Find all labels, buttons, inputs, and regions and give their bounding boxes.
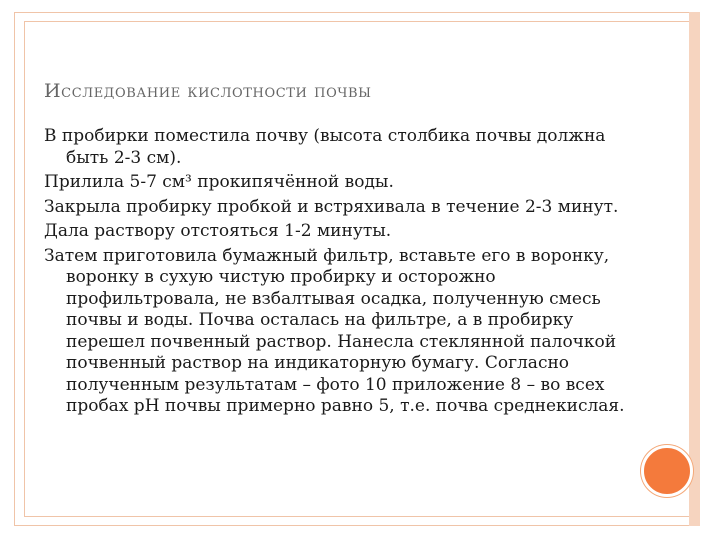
slide-body — [44, 126, 644, 421]
paragraph: Закрыла пробирку пробкой и встряхивала в течение 2-3 минут. — [44, 196, 619, 217]
paragraph: Прилила 5-7 см³ прокипячённой воды. — [44, 172, 394, 192]
slide-title — [44, 80, 372, 102]
decorative-circle — [641, 445, 693, 497]
slide-title-text: Исследование кислотности почвы — [44, 80, 372, 102]
decorative-strip — [689, 12, 700, 526]
paragraph: Дала раствору отстояться 1-2 минуты. — [44, 221, 392, 241]
paragraph: В пробирки поместила почву (высота столбика почвы должна быть 2-3 см). — [44, 126, 606, 168]
paragraph: Затем приготовила бумажный фильтр, вставьте его в воронку, воронку в сухую чистую пробирку и осторожно профильтровала, не взбалтывая осадка, полученную смесь почвы и воды. Почва осталась на фильтре, а в пробирку перешел почвенный раствор. Нанесла стеклянной палочкой почвенный раствор на индикаторную бумагу. Согласно полученным результатам – фото 10 приложение 8 – во всех пробах pH почвы примерно равно 5, т.е. почва среднекислая. — [44, 245, 625, 416]
